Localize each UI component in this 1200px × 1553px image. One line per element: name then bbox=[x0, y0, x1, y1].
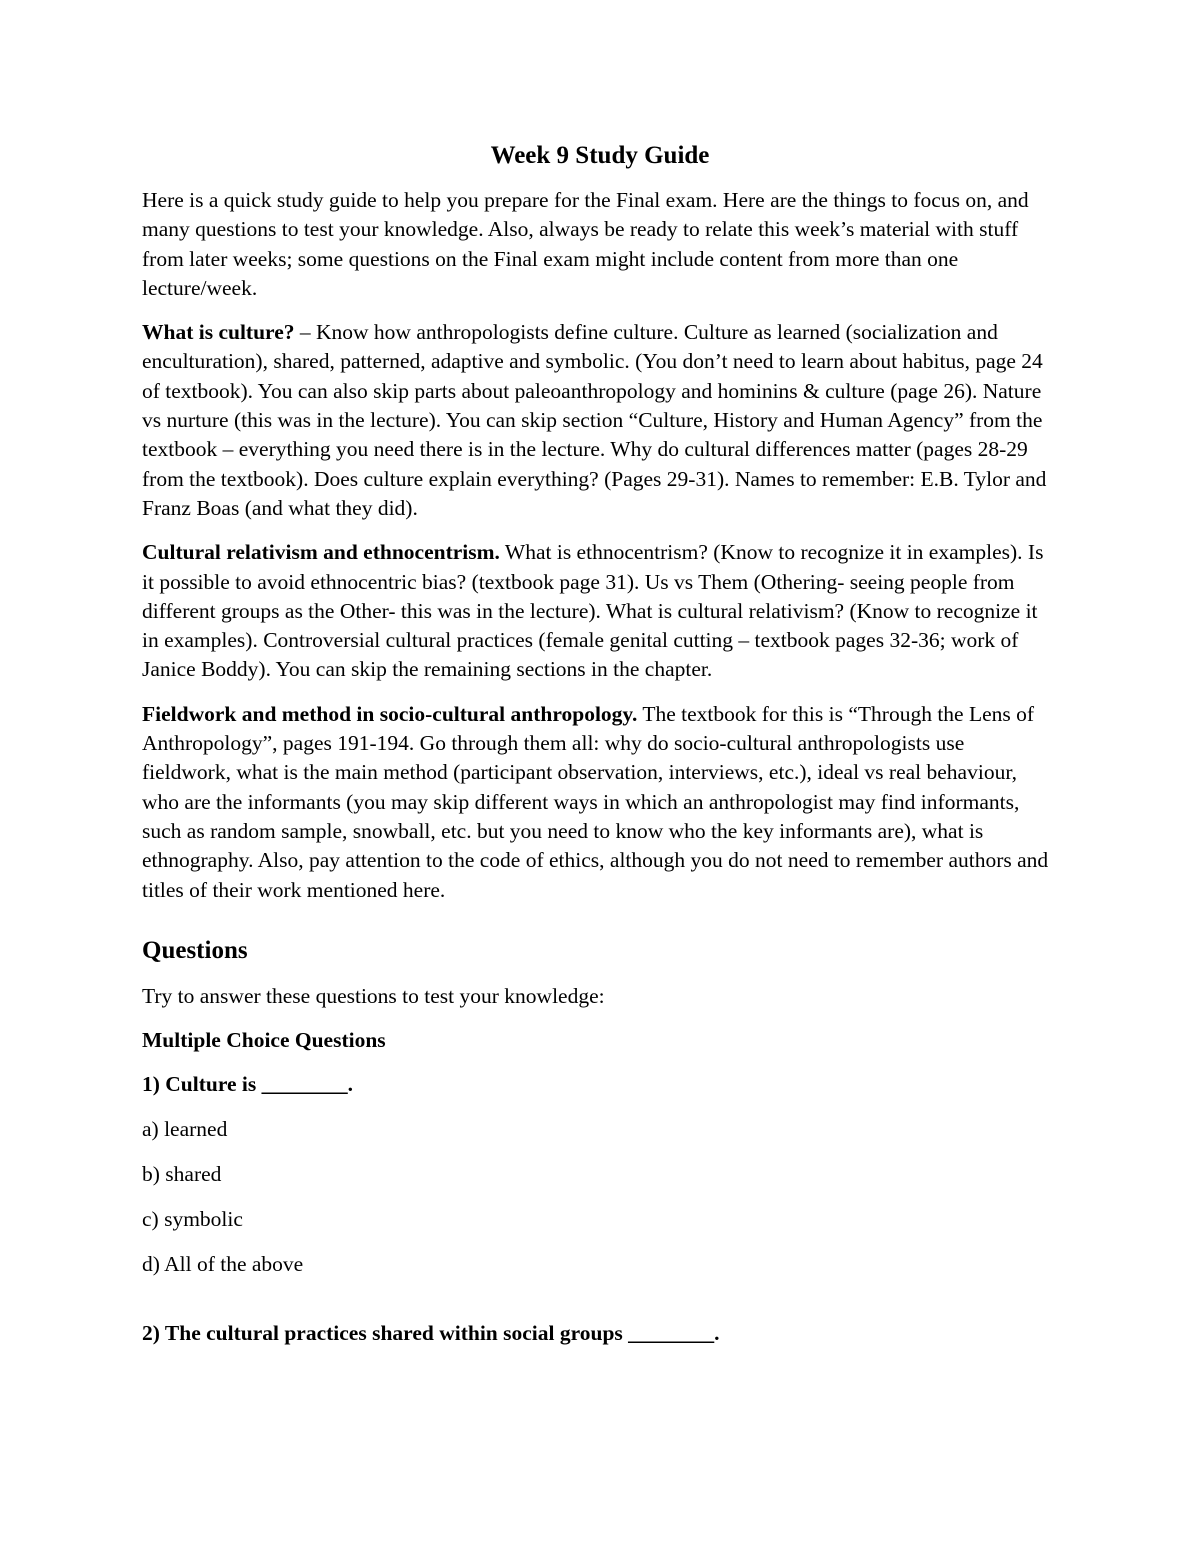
question-1-option: d) All of the above bbox=[142, 1252, 304, 1276]
section-body: What is ethnocentrism? (Know to recognize it in examples). Is it possible to avoid ethnocentric bias? (textbook page 31). Us vs Them (Othering- seeing people from different groups as the Other- this was in the lecture). What is cultural relativism? (Know to recognize it in examples). Controversial cultural practices (female genital cutting – textbook pages 32-36; work of Janice Boddy). You can skip the remaining sections in the chapter. bbox=[142, 540, 1044, 682]
section-body: The textbook for this is “Through the Lens of Anthropology”, pages 191-194. Go through them all: why do socio-cultural anthropologists use fieldwork, what is the main method (participant observation, interviews, etc.), ideal vs real behaviour, who are the informants (you may skip different ways in which an anthropologist may find informants, such as random sample, snowball, etc. but you need to know who the key informants are), what is ethnography. Also, pay attention to the code of ethics, although you do not need to remember authors and titles of their work mentioned here. bbox=[142, 701, 1049, 902]
question-1-prompt: 1) Culture is ________. bbox=[142, 1072, 354, 1097]
section-heading: What is culture? bbox=[142, 320, 295, 345]
section-fieldwork bbox=[142, 700, 1052, 905]
section-what-is-culture bbox=[142, 318, 1052, 523]
section-heading: Cultural relativism and ethnocentrism. bbox=[142, 540, 500, 565]
section-heading: Fieldwork and method in socio-cultural anthropology. bbox=[142, 701, 638, 726]
section-cultural-relativism bbox=[142, 538, 1052, 684]
question-1-option: a) learned bbox=[142, 1116, 228, 1141]
question-1-option: b) shared bbox=[142, 1161, 222, 1186]
document-page bbox=[142, 140, 1052, 1349]
intro-paragraph: Here is a quick study guide to help you prepare for the Final exam. Here are the things to focus on, and many questions to test your knowledge. Also, always be ready to relate this week’s material with stuff from later weeks; some questions on the Final exam might include content from more than one lecture/week. bbox=[142, 188, 1029, 300]
document-title: Week 9 Study Guide bbox=[490, 142, 710, 169]
questions-heading: Questions bbox=[142, 936, 248, 964]
question-2-prompt: 2) The cultural practices shared within social groups ________. bbox=[142, 1321, 720, 1346]
questions-intro: Try to answer these questions to test your knowledge: bbox=[142, 983, 605, 1008]
question-1-option: c) symbolic bbox=[142, 1206, 243, 1231]
section-body: – Know how anthropologists define culture. Culture as learned (socialization and enculturation), shared, patterned, adaptive and symbolic. (You don’t need to learn about habitus, page 24 of textbook). You can also skip parts about paleoanthropology and hominins & culture (page 26). Nature vs nurture (this was in the lecture). You can skip section “Culture, History and Human Agency” from the textbook – everything you need there is in the lecture. Why do cultural differences matter (pages 28-29 from the textbook). Does culture explain everything? (Pages 29-31). Names to remember: E.B. Tylor and Franz Boas (and what they did). bbox=[142, 320, 1047, 520]
mcq-heading: Multiple Choice Questions bbox=[142, 1028, 386, 1053]
